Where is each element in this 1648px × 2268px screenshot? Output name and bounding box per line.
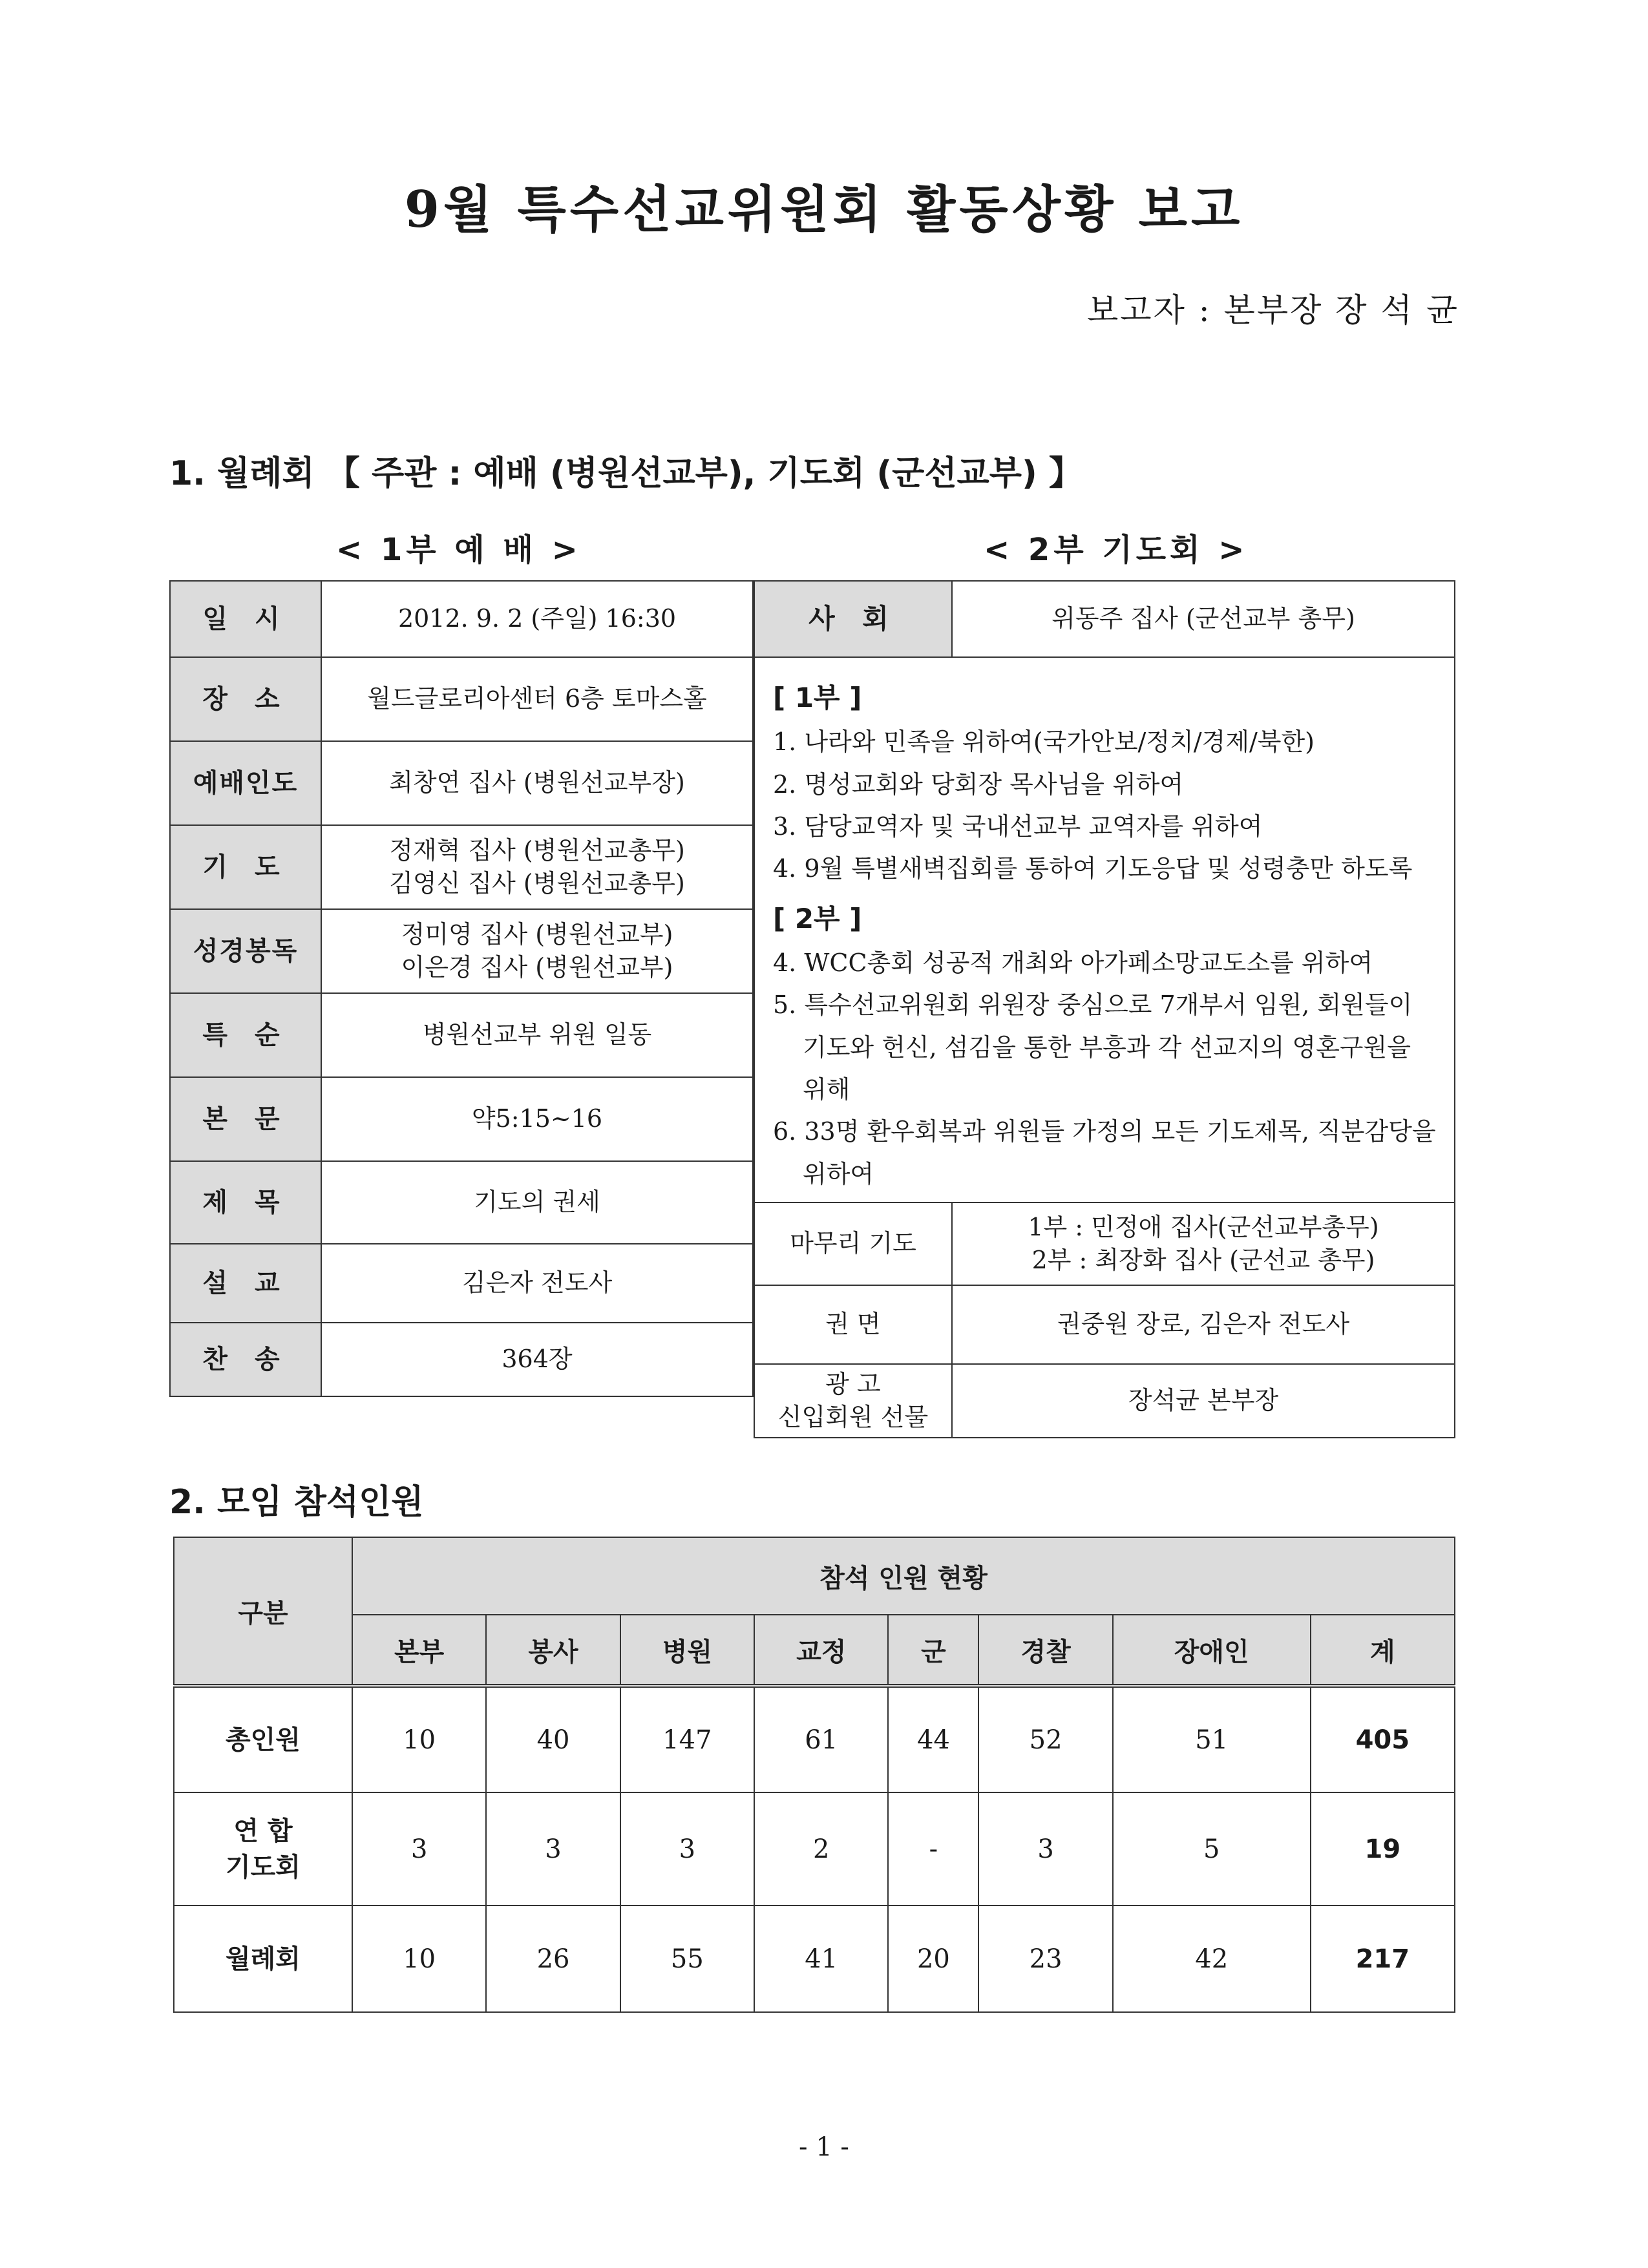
- table-cell: 44: [888, 1686, 978, 1792]
- worship-label: 예배인도: [170, 741, 321, 825]
- table-cell: 10: [352, 1906, 486, 2012]
- host-value: 위동주 집사 (군선교부 총무): [952, 581, 1455, 657]
- exhort-value: 권중원 장로, 김은자 전도사: [952, 1285, 1455, 1364]
- prayer-row: [754, 1285, 1455, 1364]
- worship-row: [170, 1077, 753, 1161]
- column-header: 경찰: [978, 1615, 1112, 1686]
- table-row: [174, 1906, 1455, 2012]
- table-cell: 26: [486, 1906, 620, 2012]
- prayer-topics: [754, 657, 1455, 1202]
- table-cell: 10: [352, 1686, 486, 1792]
- table-cell: 42: [1113, 1906, 1311, 2012]
- prayer-item: 2. 명성교회와 당회장 목사님을 위하여: [773, 770, 1184, 799]
- worship-row: [170, 993, 753, 1077]
- worship-row: [170, 909, 753, 993]
- row-label: 월례회: [174, 1906, 352, 2012]
- prayer-item: 4. 9월 특별새벽집회를 통하여 기도응답 및 성령충만 하도록: [773, 854, 1413, 883]
- table-cell: 3: [486, 1792, 620, 1906]
- ad-label-line: 신입회원 선물: [777, 1403, 929, 1432]
- prayer-row: [754, 1364, 1455, 1438]
- row-label-line: 연 합: [233, 1816, 293, 1846]
- group-header: 참석 인원 현황: [352, 1537, 1455, 1615]
- corner-header: 구분: [174, 1537, 352, 1686]
- worship-value-line: 김영신 집사 (병원선교총무): [389, 869, 685, 898]
- prayer-item: 3. 담당교역자 및 국내선교부 교역자를 위하여: [773, 812, 1263, 841]
- table-cell: 55: [620, 1906, 754, 2012]
- ad-value: 장석균 본부장: [952, 1364, 1455, 1438]
- column-header: 교정: [754, 1615, 888, 1686]
- table-row: [174, 1686, 1455, 1792]
- worship-value: 병원선교부 위원 일동: [321, 993, 753, 1077]
- worship-value: 기도의 권세: [321, 1161, 753, 1244]
- table-cell: 20: [888, 1906, 978, 2012]
- total-cell: 19: [1311, 1792, 1455, 1906]
- worship-label: 기 도: [170, 825, 321, 909]
- worship-table: [169, 580, 754, 1397]
- worship-value-line: 정미영 집사 (병원선교부): [401, 919, 673, 949]
- table-cell: 23: [978, 1906, 1112, 2012]
- row-label: [174, 1792, 352, 1906]
- exhort-label: 권 면: [754, 1285, 952, 1364]
- worship-label: 장 소: [170, 657, 321, 741]
- page-title: 9월 특수선교위원회 활동상황 보고: [404, 180, 1244, 239]
- worship-value-line: 정재혁 집사 (병원선교총무): [389, 835, 685, 865]
- ad-label-line: 광 고: [825, 1369, 881, 1398]
- worship-label: 특 순: [170, 993, 321, 1077]
- column-header: 장애인: [1113, 1615, 1311, 1686]
- worship-value: 김은자 전도사: [321, 1244, 753, 1323]
- part2-label: < 2부 기도회 >: [984, 532, 1249, 568]
- worship-row: [170, 741, 753, 825]
- closing-line: 1부 : 민정애 집사(군선교부총무): [1028, 1212, 1379, 1241]
- attendance-table: [173, 1537, 1455, 2013]
- table-cell: 40: [486, 1686, 620, 1792]
- worship-value: 2012. 9. 2 (주일) 16:30: [321, 581, 753, 657]
- worship-label: 성경봉독: [170, 909, 321, 993]
- worship-value: 월드글로리아센터 6층 토마스홀: [321, 657, 753, 741]
- worship-row: [170, 657, 753, 741]
- row-label-line: 기도회: [226, 1852, 301, 1882]
- reporter-line: 보고자 : 본부장 장 석 균: [1086, 291, 1459, 329]
- attendance-header-row: [174, 1537, 1455, 1615]
- column-header: 본부: [352, 1615, 486, 1686]
- worship-label: 제 목: [170, 1161, 321, 1244]
- prayer-item: 5. 특수선교위원회 위원장 중심으로 7개부서 임원, 회원들이 기도와 헌신, 섬김을 통한 부흥과 각 선교지의 영혼구원을 위해: [773, 991, 1413, 1104]
- table-cell: 52: [978, 1686, 1112, 1792]
- worship-label: 찬 송: [170, 1323, 321, 1396]
- host-label: 사 회: [754, 581, 952, 657]
- prayer-table: [754, 580, 1455, 1438]
- closing-label: 마무리 기도: [754, 1202, 952, 1285]
- closing-line: 2부 : 최장화 집사 (군선교 총무): [1031, 1246, 1375, 1275]
- column-header: 계: [1311, 1615, 1455, 1686]
- table-cell: 147: [620, 1686, 754, 1792]
- worship-label: 본 문: [170, 1077, 321, 1161]
- row-label: 총인원: [174, 1686, 352, 1792]
- worship-value: 약5:15~16: [321, 1077, 753, 1161]
- total-cell: 405: [1311, 1686, 1455, 1792]
- worship-value: 364장: [321, 1323, 753, 1396]
- prayer-item: 1. 나라와 민족을 위하여(국가안보/정치/경제/북한): [773, 728, 1315, 757]
- table-cell: 51: [1113, 1686, 1311, 1792]
- worship-value: 최창연 집사 (병원선교부장): [321, 741, 753, 825]
- table-cell: 3: [978, 1792, 1112, 1906]
- column-header: 봉사: [486, 1615, 620, 1686]
- prayer-row: [754, 1202, 1455, 1285]
- column-header: 군: [888, 1615, 978, 1686]
- table-cell: 3: [352, 1792, 486, 1906]
- closing-value: [952, 1202, 1455, 1285]
- prayer-row: [754, 657, 1455, 1202]
- table-cell: 3: [620, 1792, 754, 1906]
- prayer-part2-heading: [ 2부 ]: [773, 902, 862, 934]
- section2-heading: 2. 모임 참석인원: [169, 1483, 424, 1522]
- table-cell: -: [888, 1792, 978, 1906]
- worship-value: [321, 909, 753, 993]
- prayer-item: 4. WCC총회 성공적 개최와 아가페소망교도소를 위하여: [773, 948, 1373, 977]
- page-number: - 1 -: [799, 2132, 849, 2162]
- worship-row: [170, 1323, 753, 1396]
- prayer-part1-heading: [ 1부 ]: [773, 682, 862, 713]
- worship-label: 설 교: [170, 1244, 321, 1323]
- table-cell: 2: [754, 1792, 888, 1906]
- worship-row: [170, 1161, 753, 1244]
- prayer-item: 6. 33명 환우회복과 위원들 가정의 모든 기도제목, 직분감당을 위하여: [773, 1117, 1436, 1188]
- section1-heading: 1. 월례회 【 주관 : 예배 (병원선교부), 기도회 (군선교부) 】: [169, 454, 1083, 493]
- worship-value: [321, 825, 753, 909]
- ad-label: [754, 1364, 952, 1438]
- worship-label: 일 시: [170, 581, 321, 657]
- total-cell: 217: [1311, 1906, 1455, 2012]
- table-cell: 61: [754, 1686, 888, 1792]
- attendance-header-row: [174, 1615, 1455, 1686]
- table-cell: 5: [1113, 1792, 1311, 1906]
- table-cell: 41: [754, 1906, 888, 2012]
- worship-row: [170, 825, 753, 909]
- prayer-row: [754, 581, 1455, 657]
- table-row: [174, 1792, 1455, 1906]
- worship-row: [170, 581, 753, 657]
- part1-label: < 1부 예 배 >: [336, 532, 582, 568]
- worship-row: [170, 1244, 753, 1323]
- worship-value-line: 이은경 집사 (병원선교부): [401, 953, 673, 982]
- column-header: 병원: [620, 1615, 754, 1686]
